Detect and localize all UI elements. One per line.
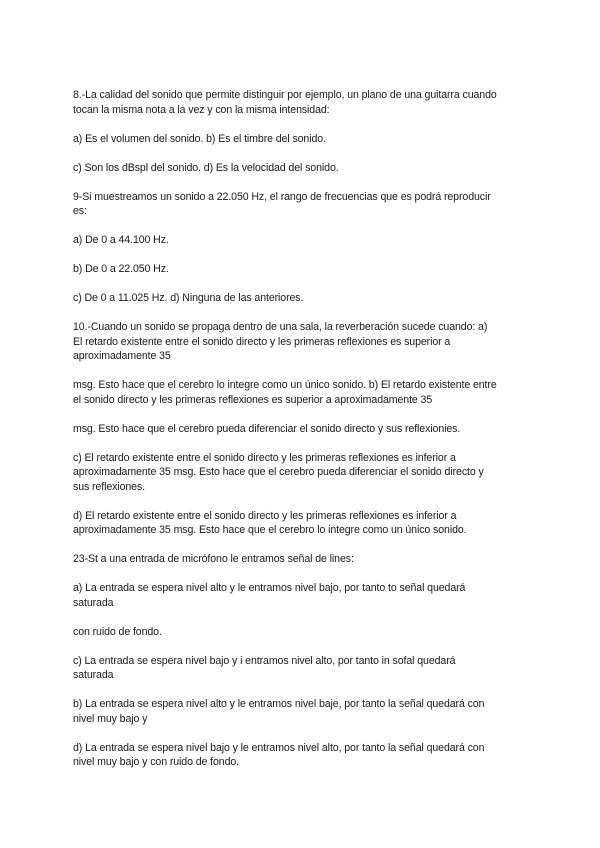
text-line: 8.-La calidad del sonido que permite distinguir por ejemplo, un plano de una guitarra cuando (73, 89, 497, 101)
text-paragraph (73, 741, 533, 770)
text-line: c) La entrada se espera nivel bajo y i entramos nivel alto, por tanto in sofal quedará (73, 654, 456, 667)
text-paragraph (73, 132, 533, 147)
text-line: con ruido de fondo. (73, 625, 162, 638)
text-line: sus reflexiones. (73, 480, 146, 493)
text-paragraph (73, 320, 533, 364)
text-paragraph (73, 88, 533, 117)
text-line: c) Son los dBspl del sonido. d) Es la velocidad del sonido. (73, 161, 339, 174)
text-line: aproximadamente 35 msg. Esto hace que el cerebro pueda diferenciar el sonido directo y (73, 466, 484, 478)
text-line: b) La entrada se espera nivel alto y le entramos nivel baje, por tanto la señal quedará con (73, 698, 485, 710)
text-line: el sonido directo y les primeras reflexiones es superior a aproximadamente 35 (73, 393, 433, 406)
text-paragraph (73, 552, 533, 567)
text-line: 23-St a una entrada de micrófono le entramos señal de lines: (73, 553, 354, 565)
text-line: nivel muy bajo y con ruido de fondo. (73, 756, 240, 768)
text-line: msg. Esto hace que el cerebro pueda diferenciar el sonido directo y sus reflexionies. (73, 422, 461, 435)
text-paragraph (73, 378, 533, 407)
text-paragraph (73, 451, 533, 495)
text-line: c) De 0 a 11.025 Hz. d) Ninguna de las anteriores. (73, 292, 304, 304)
text-line: 9-Si muestreamos un sonido a 22.050 Hz, el rango de frecuencias que es podrá reproducir (73, 190, 491, 203)
text-line: tocan la misma nota a la vez y con la misma intensidad: (73, 103, 330, 116)
text-line: saturada (73, 596, 114, 609)
text-paragraph (73, 422, 533, 437)
text-line: 10.-Cuando un sonido se propaga dentro de una sala, la reverberación sucede cuando: a) (73, 321, 488, 333)
text-paragraph (73, 625, 533, 640)
text-line: a) Es el volumen del sonido. b) Es el timbre del sonido. (73, 132, 326, 145)
text-line: b) De 0 a 22.050 Hz. (73, 263, 169, 275)
text-line: a) De 0 a 44.100 Hz. (73, 234, 169, 246)
text-paragraph (73, 161, 533, 176)
text-line: aproximadamente 35 msg. Esto hace que el cerebro lo integre como un único sonido. (73, 524, 467, 536)
text-line: es: (73, 205, 87, 217)
text-line: El retardo existente entre el sonido directo y les primeras reflexiones es superior a (73, 335, 451, 348)
text-line: nivel muy bajo y (73, 712, 148, 725)
text-paragraph (73, 654, 533, 683)
document-body (73, 88, 533, 784)
text-line: saturada (73, 669, 114, 681)
text-paragraph (73, 262, 533, 277)
text-paragraph (73, 581, 533, 610)
text-paragraph (73, 291, 533, 306)
text-paragraph (73, 233, 533, 248)
text-line: d) La entrada se espera nivel bajo y le entramos nivel alto, por tanto la señal quedará con (73, 741, 485, 754)
text-paragraph (73, 190, 533, 219)
text-line: msg. Esto hace que el cerebro lo integre como un único sonido. b) El retardo existente entre (73, 379, 497, 391)
text-paragraph (73, 697, 533, 726)
text-line: a) La entrada se espera nivel alto y le entramos nivel bajo, por tanto to señal quedará (73, 582, 466, 594)
text-line: c) El retardo existente entre el sonido directo y les primeras reflexiones es inferior a (73, 451, 456, 464)
text-paragraph (73, 509, 533, 538)
text-line: aproximadamente 35 (73, 350, 171, 362)
text-line: d) El retardo existente entre el sonido directo y les primeras reflexiones es inferior a (73, 509, 457, 522)
